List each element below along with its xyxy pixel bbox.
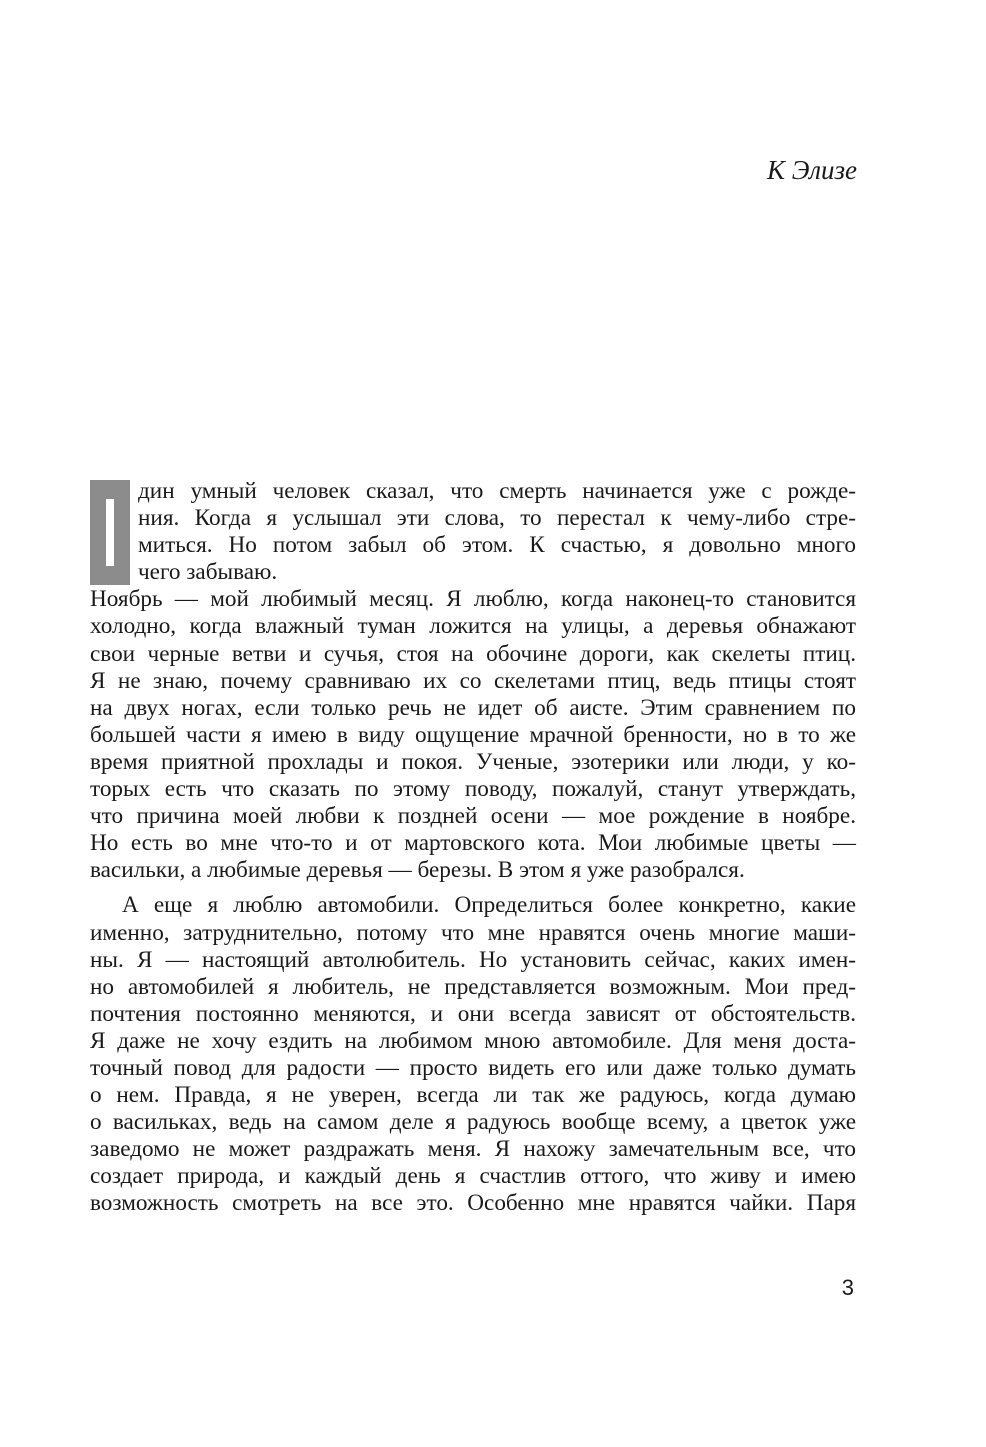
text-line: создает природа, и каждый день я счастлив оттого, что живу и имею bbox=[90, 1163, 856, 1190]
text-line: торых есть что сказать по этому поводу, пожалуй, станут утверждать, bbox=[90, 776, 856, 803]
text-line: что причина моей любви к поздней осени — мое рождение в ноябре. bbox=[90, 803, 856, 830]
text-line: именно, затруднительно, потому что мне нравятся очень многие маши- bbox=[90, 919, 856, 946]
text-line: васильки, а любимые деревья — березы. В этом я уже разобрался. bbox=[90, 857, 745, 884]
text-line: дин умный человек сказал, что смерть начинается уже с рожде- bbox=[138, 478, 856, 504]
paragraph-3 bbox=[90, 892, 856, 1217]
text-line: Я не знаю, почему сравниваю их со скелетами птиц, ведь птицы стоят bbox=[90, 667, 856, 694]
text-line: о нем. Правда, я не уверен, всегда ли так же радуюсь, когда думаю bbox=[90, 1082, 856, 1109]
text-line: заведомо не может раздражать меня. Я нахожу замечательным все, что bbox=[90, 1136, 856, 1163]
body-text bbox=[90, 478, 856, 1218]
text-line: Я даже не хочу ездить на любимом мною автомобиле. Для меня доста- bbox=[90, 1027, 856, 1054]
text-line: ны. Я — настоящий автолюбитель. Но установить сейчас, каких имен- bbox=[90, 946, 856, 973]
text-line: точный повод для радости — просто видеть его или даже только думать bbox=[90, 1054, 856, 1081]
text-line: А еще я люблю автомобили. Определиться более конкретно, какие bbox=[122, 892, 856, 919]
drop-cap-letter-stroke bbox=[106, 499, 114, 566]
paragraph-1 bbox=[90, 478, 856, 586]
paragraph-2 bbox=[90, 586, 856, 884]
text-line: свои черные ветви и сучья, стоя на обочине дороги, как скелеты птиц. bbox=[90, 640, 856, 667]
text-line: о васильках, ведь на самом деле я радуюсь вообще всему, а цветок уже bbox=[90, 1109, 856, 1136]
text-line: но автомобилей я любитель, не представляется возможным. Мои пред- bbox=[90, 973, 856, 1000]
text-line: ния. Когда я услышал эти слова, то перестал к чему-либо стре- bbox=[138, 505, 856, 532]
text-line: Ноябрь — мой любимый месяц. Я люблю, когда наконец-то становится bbox=[90, 586, 856, 613]
dedication: К Элизе bbox=[767, 155, 857, 185]
text-line: холодно, когда влажный туман ложится на улицы, а деревья обнажают bbox=[90, 613, 856, 640]
text-line: чего забываю. bbox=[138, 559, 278, 586]
text-line: большей части я имею в виду ощущение мрачной бренности, но в то же bbox=[90, 721, 856, 748]
text-line: возможность смотреть на все это. Особенно мне нравятся чайки. Паря bbox=[90, 1190, 856, 1217]
drop-cap bbox=[90, 480, 130, 585]
page-number: 3 bbox=[841, 1275, 854, 1300]
text-line: почтения постоянно меняются, и они всегда зависят от обстоятельств. bbox=[90, 1000, 856, 1027]
text-line: миться. Но потом забыл об этом. К счастью, я довольно много bbox=[138, 532, 856, 559]
text-line: на двух ногах, если только речь не идет об аисте. Этим сравнением по bbox=[90, 694, 856, 721]
text-line: время приятной прохлады и покоя. Ученые, эзотерики или люди, у ко- bbox=[90, 748, 856, 775]
text-line: Но есть во мне что-то и от мартовского кота. Мои любимые цветы — bbox=[90, 830, 856, 857]
